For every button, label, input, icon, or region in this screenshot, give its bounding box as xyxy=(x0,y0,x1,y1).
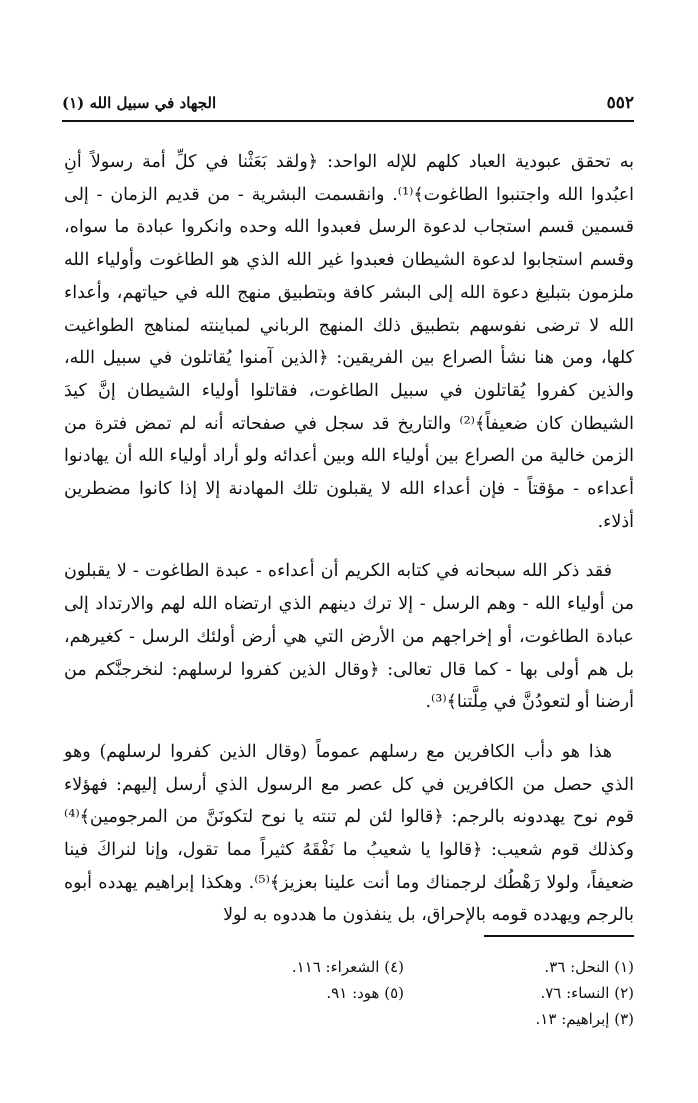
footnote-1: (١) النحل: ٣٦. xyxy=(544,958,634,976)
paragraph-1: به تحقق عبودية العباد كلهم للإله الواحد: ﴿ولقد بَعَثْنا في كلِّ أمة رسولاً أنِ اعبُدوا الله واجتنبوا الطاغوت﴾⁽¹⁾. وانقسمت البشرية - من قديم الزمان - إلى قسمين قسم استجاب لدعوة الرسل فعبدوا الله وحده وانكروا عبادة ما سواه، وقسم استجابوا لدعوة الشيطان فعبدوا غير الله الذي هو الطاغوت وأولياء الله ملزمون بتبليغ دعوة الله إلى البشر كافة وبتطبيق منهج الله في حياتهم، وأعداء الله لا ترضى نفوسهم بتطبيق ذلك المنهج الرباني لمباينته لمناهج الطواغيت كلها، ومن هنا نشأ الصراع بين الفريقين: ﴿الذين آمنوا يُقاتلون في سبيل الله، والذين كفروا يُقاتلون في سبيل الطاغوت، فقاتلوا أولياء الشيطان إنَّ كيدَ الشيطان كان ضعيفاً﴾⁽²⁾ والتاريخ قد سجل في صفحاته أنه لم تمض فترة من الزمن خالية من الصراع بين أولياء الله وبين أعدائه ولو أراد أولياء الله أن يهادنوا أعداءه - مؤقتاً - فإن أعداء الله لا يقبلون تلك المهادنة إلا إذا كانوا مضطرين أذلاء. xyxy=(64,152,634,532)
main-text xyxy=(64,146,634,932)
footnotes xyxy=(74,954,634,1032)
footnote-2: (٢) النساء: ٧٦. xyxy=(540,984,634,1002)
paragraph-3: هذا هو دأب الكافرين مع رسلهم عموماً (وقال الذين كفروا لرسلهم) وهو الذي حصل من الكافرين في كل عصر مع الرسول الذي أرسل إليهم: فهؤلاء قوم نوح يهددونه بالرجم: ﴿قالوا لئن لم تنته يا نوح لتكونَنَّ من المرجومين﴾⁽⁴⁾ وكذلك قوم شعيب: ﴿قالوا يا شعيبُ ما نَفْقَهُ كثيراً مما تقول، وإنا لنراكَ فينا ضعيفاً، ولولا رَهْطُك لرجمناك وما أنت علينا بعزيز﴾⁽⁵⁾. وهكذا إبراهيم يهدده أبوه بالرجم ويهدده قومه بالإحراق، بل ينفذون ما هددوه به لولا xyxy=(64,741,635,926)
footnotes-column-right xyxy=(424,954,634,1032)
running-title: الجهاد في سبيل الله (١) xyxy=(62,94,217,112)
footnote-4: (٤) الشعراء: ١١٦. xyxy=(291,958,404,976)
paragraph-2: فقد ذكر الله سبحانه في كتابه الكريم أن أعداءه - عبدة الطاغوت - لا يقبلون من أولياء الله - وهم الرسل - إلا ترك دينهم الذي ارتضاه الله لهم والارتداد إلى عبادة الطاغوت، أو إخراجهم من الأرض التي هي أرض أولئك الرسل - كغيرهم، بل هم أولى بها - كما قال تعالى: ﴿وقال الذين كفروا لرسلهم: لنخرجنَّكم من أرضنا أو لتعودُنَّ في مِلَّتنا﴾⁽³⁾. xyxy=(64,561,634,713)
footnote-divider xyxy=(484,935,634,937)
footnote-5: (٥) هود: ٩١. xyxy=(326,984,404,1002)
footnotes-column-left xyxy=(194,954,404,1032)
page-number: ٥٥٢ xyxy=(606,93,634,113)
page-header xyxy=(62,86,634,122)
footnote-3: (٣) إبراهيم: ١٣. xyxy=(535,1010,634,1028)
